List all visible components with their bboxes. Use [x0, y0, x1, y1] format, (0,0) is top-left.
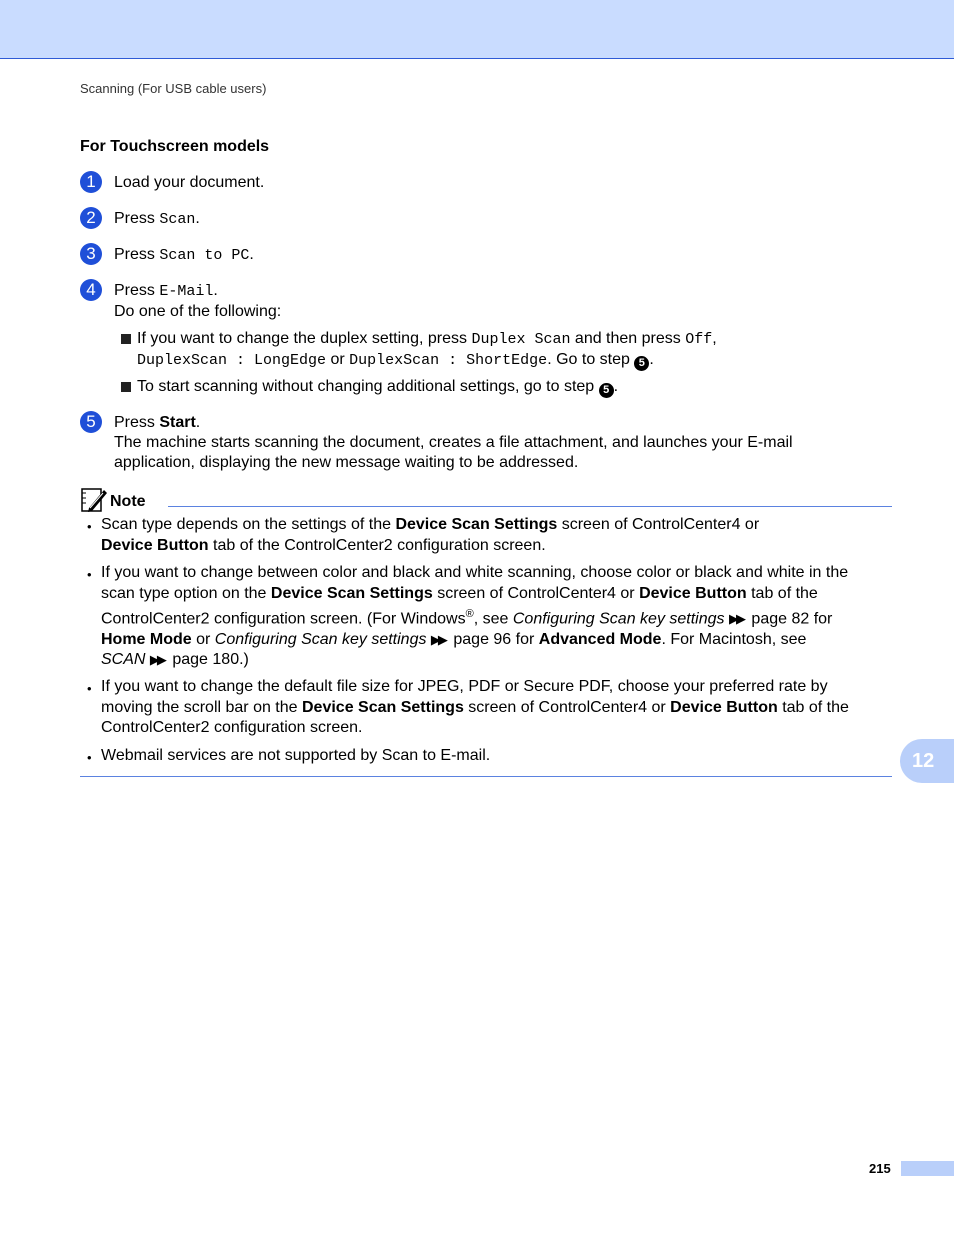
- lcd-key-scan: Scan: [159, 211, 196, 228]
- step-4-text: Press E-Mail. Do one of the following:: [114, 282, 282, 320]
- note-item-1: Scan type depends on the settings of the Device Scan Settings screen of ControlCenter4 or Device Button tab of the ControlCenter2 configuration screen.: [101, 516, 760, 554]
- note-item-4: Webmail services are not supported by Scan to E-mail.: [101, 747, 491, 764]
- note-divider-bottom: [80, 776, 892, 777]
- note-divider-top: [168, 506, 892, 507]
- header-band: [0, 0, 954, 59]
- start-key: Start: [159, 414, 196, 431]
- page-number: 215: [869, 1161, 891, 1176]
- step-1-text: Load your document.: [114, 174, 265, 191]
- square-bullet: [121, 382, 131, 392]
- note-pencil-icon: [80, 486, 108, 514]
- note-item-2: If you want to change between color and black and white scanning, choose color or black and white in the scan type option on the Device Scan Settings screen of ControlCenter4 or Device Button tab of the ControlCenter2 configuration screen. (For Windows®, see Configuring Scan key settings ▶▶ page 82 for Home Mode or Configuring Scan key settings ▶▶ page 96 for Advanced Mode. For Macintosh, see SCAN ▶▶ page 180.): [101, 564, 849, 669]
- step-3-text: Press Scan to PC.: [114, 246, 254, 264]
- note-bullet-dot: •: [87, 567, 92, 582]
- page-tab: [901, 1161, 954, 1176]
- double-arrow-icon: ▶▶: [149, 652, 164, 668]
- note-bullet-dot: •: [87, 519, 92, 534]
- bullet-duplex: If you want to change the duplex setting, press Duplex Scan and then press Off, DuplexScan : LongEdge or DuplexScan : ShortEdge. Go to step 5 .: [137, 330, 717, 369]
- step-number-2: 2: [80, 207, 102, 229]
- square-bullet: [121, 334, 131, 344]
- step-number-4: 4: [80, 279, 102, 301]
- double-arrow-icon: ▶▶: [728, 611, 743, 627]
- section-title: For Touchscreen models: [80, 138, 270, 155]
- step-ref-5-icon: 5: [634, 356, 649, 371]
- chapter-tab: 12: [900, 739, 954, 783]
- note-bullet-dot: •: [87, 750, 92, 765]
- step-number-1: 1: [80, 171, 102, 193]
- step-number-5: 5: [80, 411, 102, 433]
- bullet-no-change: To start scanning without changing additional settings, go to step 5 .: [137, 378, 619, 396]
- note-label: Note: [110, 493, 146, 510]
- step-2-text: Press Scan.: [114, 210, 200, 228]
- running-header: Scanning (For USB cable users): [80, 81, 267, 96]
- lcd-key-email: E-Mail: [159, 283, 214, 300]
- step-4-line2: Do one of the following:: [114, 303, 282, 320]
- note-item-3: If you want to change the default file size for JPEG, PDF or Secure PDF, choose your preferred rate by moving the scroll bar on the Device Scan Settings screen of ControlCenter4 or Device Button tab of the ControlCenter2 configuration screen.: [101, 678, 849, 736]
- step-5-text: Press Start. The machine starts scanning the document, creates a file attachment, and launches your E-mail application, displaying the new message waiting to be addressed.: [114, 414, 793, 471]
- step-ref-5-icon: 5: [599, 383, 614, 398]
- note-bullet-dot: •: [87, 681, 92, 696]
- lcd-key-scan-to-pc: Scan to PC: [159, 247, 250, 264]
- step-number-3: 3: [80, 243, 102, 265]
- double-arrow-icon: ▶▶: [430, 631, 445, 647]
